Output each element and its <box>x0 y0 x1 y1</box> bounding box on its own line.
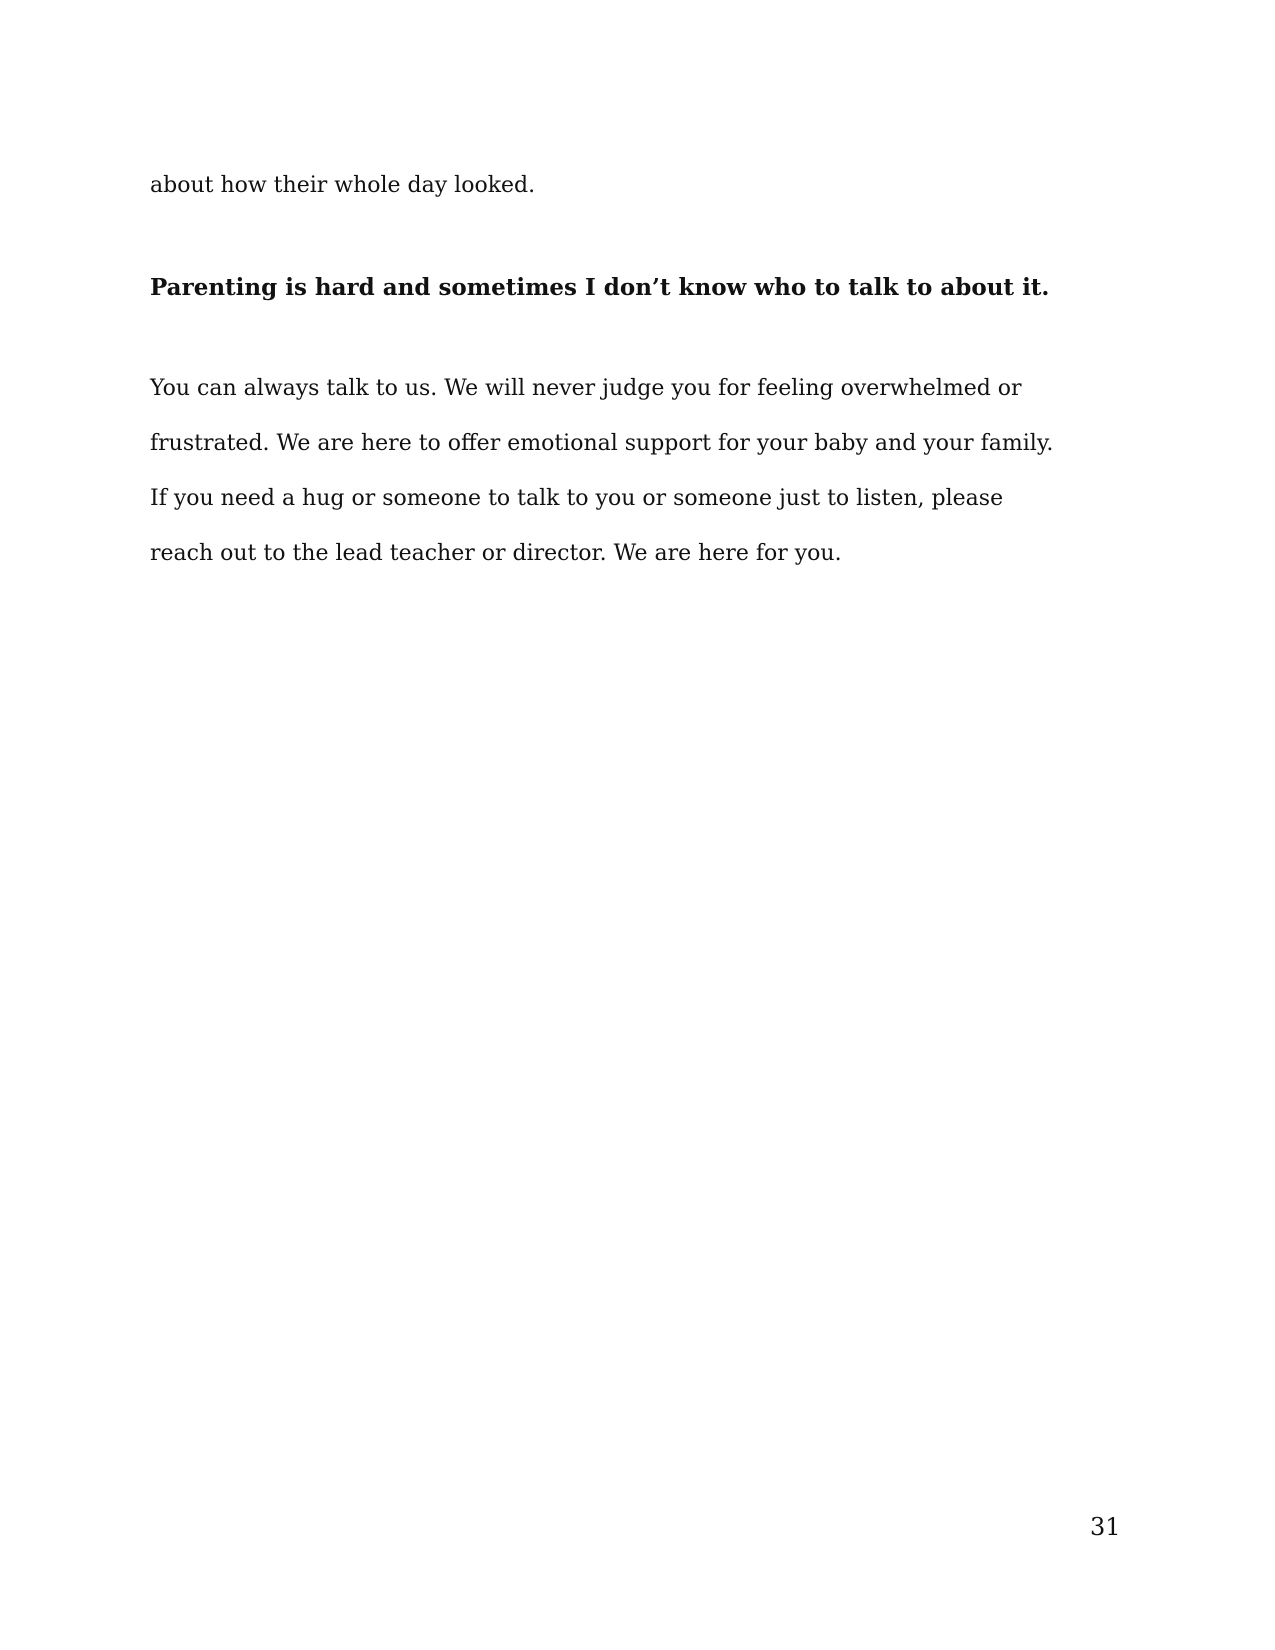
body-line-4: reach out to the lead teacher or director. We are here for you. <box>150 541 842 566</box>
body-line-2: frustrated. We are here to offer emotional support for your baby and your family. <box>150 431 1054 456</box>
section-heading: Parenting is hard and sometimes I don’t know who to talk to about it. <box>150 274 1050 301</box>
page-number: 31 <box>1090 1513 1121 1541</box>
continuation-text: about how their whole day looked. <box>150 173 536 198</box>
body-line-3: If you need a hug or someone to talk to you or someone just to listen, please <box>150 486 1004 511</box>
body-line-1: You can always talk to us. We will never judge you for feeling overwhelmed or <box>150 376 1022 401</box>
